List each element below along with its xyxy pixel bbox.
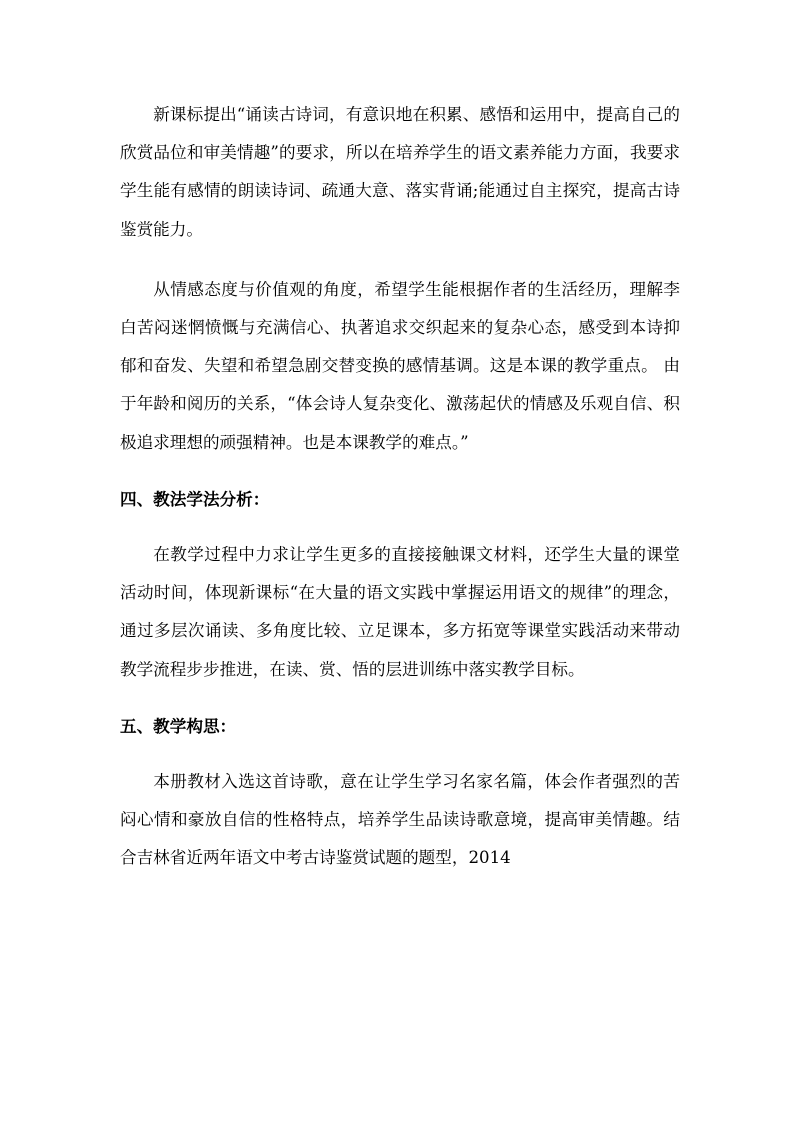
heading-teaching-method-analysis: 四、教法学法分析： <box>120 488 270 509</box>
paragraph-teaching-process: 在教学过程中力求让学生更多的直接接触课文材料，还学生大量的课堂活动时间，体现新课标“在大量的语文实践中掌握运用语文的规律”的理念，通过多层次诵读、多角度比较、立足课本，多方拓宽等课堂实践活动来带动教学流程步步推进，在读、赏、悟的层进训练中落实教学目标。 <box>120 545 680 679</box>
document-page <box>120 96 680 878</box>
paragraph-curriculum-standard: 新课标提出“诵读古诗词，有意识地在积累、感悟和运用中，提高自己的欣赏品位和审美情趣”的要求，所以在培养学生的语文素养能力方面，我要求学生能有感情的朗读诗词、疏通大意、落实背诵;能通过自主探究，提高古诗鉴赏能力。 <box>120 105 680 239</box>
paragraph-textbook-selection: 本册教材入选这首诗歌，意在让学生学习名家名篇，体会作者强烈的苦闷心情和豪放自信的性格特点，培养学生品读诗歌意境，提高审美情趣。结合吉林省近两年语文中考古诗鉴赏试题的题型，2014 <box>120 772 680 868</box>
heading-teaching-concept: 五、教学构思： <box>120 715 237 736</box>
paragraph-emotion-values: 从情感态度与价值观的角度，希望学生能根据作者的生活经历，理解李白苦闷迷惘愤慨与充满信心、执著追求交织起来的复杂心态，感受到本诗抑郁和奋发、失望和希望急剧交替变换的感情基调。这是本课的教学重点。 由于年龄和阅历的关系，“体会诗人复杂变化、激荡起伏的情感及乐观自信、积极追求理想的顽强精神。也是本课教学的难点。” <box>120 279 680 452</box>
